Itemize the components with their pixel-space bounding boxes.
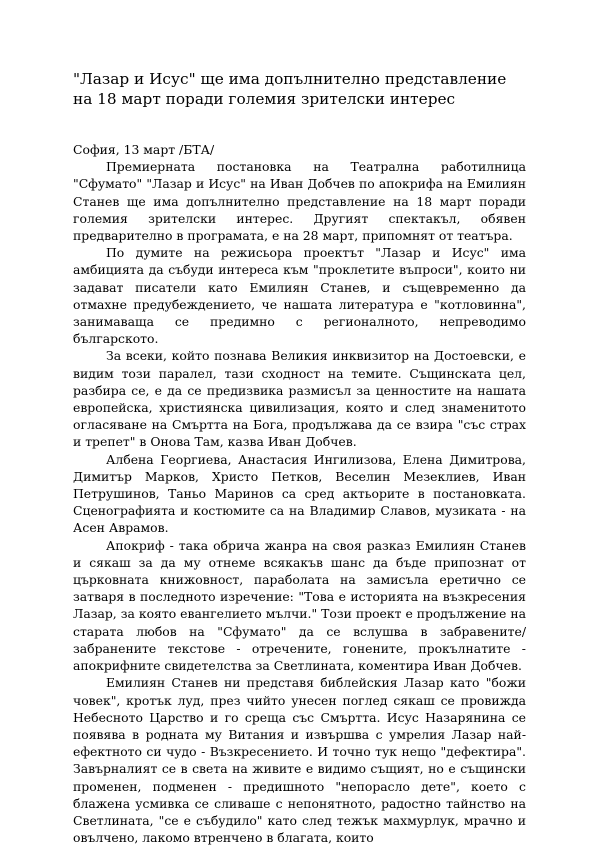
article-headline: "Лазар и Исус" ще има допълнително представление на 18 март поради големия зрителски интерес bbox=[73, 70, 507, 108]
dateline: София, 13 март /БТА/ bbox=[73, 142, 215, 157]
article-body bbox=[73, 141, 526, 846]
paragraph: Премиерната постановка на Театрална работилница "Сфумато" "Лазар и Исус" на Иван Добчев по апокрифа на Емилиян Станев ще има допълнително представление на 18 март поради големия зрителски интерес. Другият спектакъл, обявен предварително в програмата, е на 28 март, припомнят от театъра. bbox=[73, 159, 526, 244]
paragraph: Албена Георгиева, Анастасия Ингилизова, Елена Димитрова, Димитър Марков, Христо Петков, Веселин Мезеклиев, Иван Петрушинов, Таньо Маринов са сред актьорите в постановката. Сценографията и костюмите са на Владимир Славов, музиката - на Асен Аврамов. bbox=[73, 451, 526, 536]
paragraph: По думите на режисьора проектът "Лазар и Исус" има амбицията да събуди интереса към "проклетите въпроси", които ни задават писатели като Емилиян Станев, и същевременно да отмахне предубеждението, че нашата литература е "котловинна", занимаваща се предимно с регионалното, непреводимо българското. bbox=[73, 245, 526, 347]
paragraph: Апокриф - така обрича жанра на своя разказ Емилиян Станев и сякаш за да му отнеме всякакъв шанс да бъде припознат от църковната книжовност, параболата на замисъла еретично се затваря в последното изречение: "Това е историята на възкресения Лазар, за която евангелието мълчи." Този проект е продължение на старата любов на "Сфумато" да се вслушва в забравените/забранените текстове - отречените, гонените, прокълнатите - апокрифните свидетелства за Светлината, коментира Иван Добчев. bbox=[73, 537, 526, 674]
paragraph: За всеки, който познава Великия инквизитор на Достоевски, е видим този паралел, тази сходност на темите. Същинската цел, разбира се, е да се предизвика размисъл за ценностите на нашата европейска, християнска цивилизация, която и след знаменитото огласяване на Смъртта на Бога, продължава да се взира "със страх и трепет" в Онова Там, казва Иван Добчев. bbox=[73, 348, 526, 450]
paragraph: Емилиян Станев ни представя библейския Лазар като "божи човек", кротък луд, през чийто унесен поглед сякаш се провижда Небесното Царство и го среща със Смъртта. Исус Назарянина се появява в родната му Витания и извършва с умрелия Лазар най-ефектното си чудо - Възкресението. И точно тук нещо "дефектира". Завърналият се в света на живите е видимо същият, но е същински променен, подменен - предишното "непорасло дете", което с блажена усмивка се сливаше с непонятното, радостно тайнство на Светлината, "се е събудило" като след тежък махмурлук, мрачно и овълчено, лакомо втренчено в благата, които bbox=[73, 675, 526, 846]
